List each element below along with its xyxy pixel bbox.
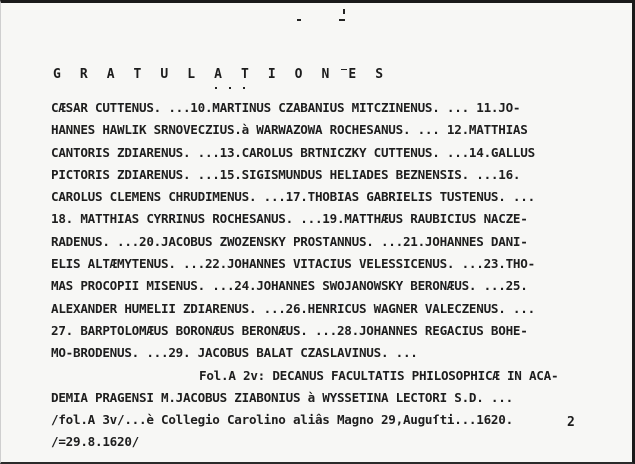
- text-line: HANNES HAWLIK SRNOVECZIUS.à WARWAZOWA ROCHESANUS. ... 12.MATTHIAS: [51, 122, 528, 138]
- text-line: ALEXANDER HUMELII ZDIARENUS. ...26.HENRICUS WAGNER VALECZENUS. ...: [51, 300, 535, 316]
- text-line: MO-BRODENUS. ...29. JACOBUS BALAT CZASLAVINUS. ...: [51, 345, 418, 361]
- text-line: CAROLUS CLEMENS CHRUDIMENUS. ...17.THOBIAS GABRIELIS TUSTENUS. ...: [51, 189, 535, 205]
- text-line: ELIS ALTÆMYTENUS. ...22.JOHANNES VITACIUS VELESSICENUS. ...23.THO-: [51, 256, 535, 272]
- text-line: CÆSAR CUTTENUS. ...10.MARTINUS CZABANIUS MITCZINENUS. ... 11.JO-: [51, 100, 521, 115]
- text-line: 27. BARPTOLOMÆUS BORONÆUS BERONÆUS. ...28.JOHANNES REGACIUS BOHE-: [51, 322, 528, 338]
- document-body: [51, 97, 611, 454]
- document-heading: G R A T U L A T I O N E S: [53, 67, 389, 82]
- text-line: CANTORIS ZDIARENUS. ...13.CAROLUS BRTNICZKY CUTTENUS. ...14.GALLUS: [51, 144, 535, 160]
- text-line: /fol.A 3v/...è Collegio Carolino aliâs Magno 29,Auguſti...1620.: [51, 412, 513, 428]
- text-line: PICTORIS ZDIARENUS. ...15.SIGISMUNDUS HELIADES BEZNENSIS. ...16.: [51, 166, 521, 182]
- text-line: RADENUS. ...20.JACOBUS ZWOZENSKY PROSTANNUS. ...21.JOHANNES DANI-: [51, 233, 528, 249]
- page-number: 2: [567, 415, 575, 430]
- text-line: Fol.A 2v: DECANUS FACULTATIS PHILOSOPHICÆ IN ACA-: [199, 367, 559, 383]
- text-line: 18. MATTHIAS CYRRINUS ROCHESANUS. ...19.MATTHÆUS RAUBICIUS NACZE-: [51, 211, 528, 227]
- text-line: MAS PROCOPII MISENUS. ...24.JOHANNES SWOJANOWSKY BERONÆUS. ...25.: [51, 278, 528, 294]
- text-line: /=29.8.1620/: [51, 434, 139, 450]
- text-line: DEMIA PRAGENSI M.JACOBUS ZIABONIUS à WYSSETINA LECTORI S.D. ...: [51, 389, 513, 405]
